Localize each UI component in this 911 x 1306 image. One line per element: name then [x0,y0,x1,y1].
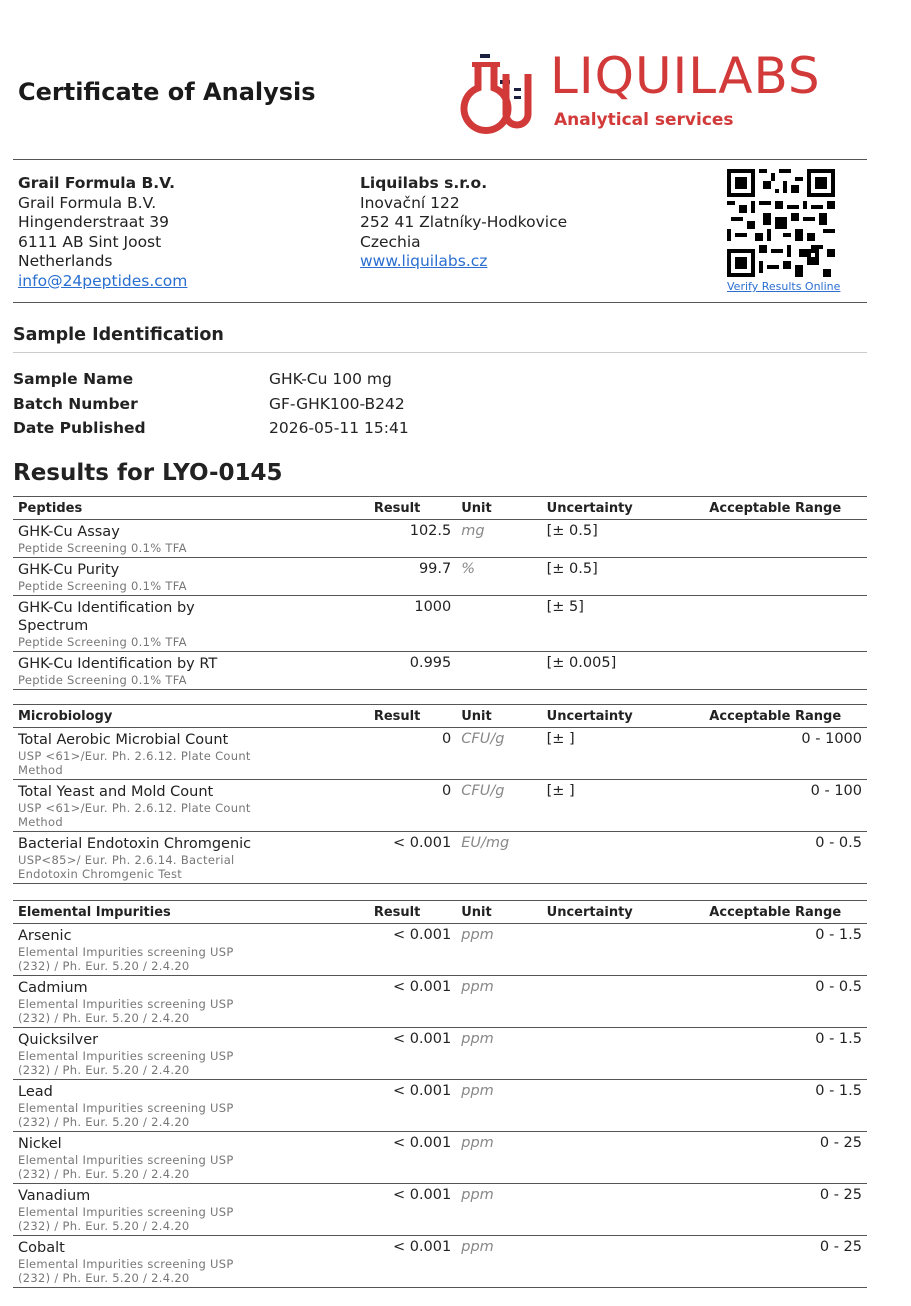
range-value: 0 - 0.5 [704,976,867,1028]
test-name: Cobalt [18,1240,65,1256]
test-name: Nickel [18,1136,62,1152]
unit-header: Unit [456,705,541,728]
test-name: GHK-Cu Identification by Spectrum [18,600,195,634]
result-value: 102.5 [369,520,456,558]
result-header: Result [369,705,456,728]
lab-website-link[interactable]: www.liquilabs.cz [360,252,488,270]
result-value: < 0.001 [369,1028,456,1080]
date-published-value: 2026-05-11 15:41 [269,419,409,437]
uncertainty-value [542,1028,705,1080]
test-method: USP <61>/Eur. Ph. 2.6.12. Plate Count Method [18,749,251,777]
unit-value: ppm [456,1132,541,1184]
test-method: Peptide Screening 0.1% TFA [18,673,187,687]
test-name: GHK-Cu Assay [18,524,120,540]
test-name: Quicksilver [18,1032,99,1048]
client-line: Grail Formula B.V. [18,193,157,212]
table-row [13,1236,867,1288]
table-row [13,780,867,832]
table-row [13,1028,867,1080]
page-title: Certificate of Analysis [18,78,316,106]
result-value: 0.995 [369,652,456,690]
sample-divider [13,352,867,353]
header-divider [13,159,867,160]
range-value [704,596,867,652]
test-method: Elemental Impurities screening USP (232) / Ph. Eur. 5.20 / 2.4.20 [18,1257,234,1285]
unit-value [456,652,541,690]
range-header: Acceptable Range [704,497,867,520]
uncertainty-value: [± 0.005] [542,652,705,690]
uncertainty-header: Uncertainty [542,705,705,728]
unit-value: ppm [456,1184,541,1236]
unit-value: ppm [456,1028,541,1080]
range-value: 0 - 25 [704,1236,867,1288]
logo-tagline: Analytical services [554,110,734,130]
table-header-row [13,497,867,520]
table-row [13,976,867,1028]
unit-header: Unit [456,901,541,924]
table-row [13,1184,867,1236]
client-line: Netherlands [18,252,113,270]
batch-number-label: Batch Number [13,394,138,413]
test-method: Elemental Impurities screening USP (232) / Ph. Eur. 5.20 / 2.4.20 [18,1153,234,1181]
uncertainty-value [542,976,705,1028]
range-value: 0 - 25 [704,1132,867,1184]
range-value: 0 - 1.5 [704,1080,867,1132]
uncertainty-value [542,1184,705,1236]
test-name: GHK-Cu Identification by RT [18,656,218,672]
test-method: Elemental Impurities screening USP (232) / Ph. Eur. 5.20 / 2.4.20 [18,945,234,973]
uncertainty-value [542,1132,705,1184]
result-value: 1000 [369,596,456,652]
result-value: < 0.001 [369,1080,456,1132]
address-divider [13,302,867,303]
table-row [13,1080,867,1132]
result-value: < 0.001 [369,1184,456,1236]
test-name: Cadmium [18,980,88,996]
sample-labels [13,367,146,441]
range-value: 0 - 1000 [704,728,867,780]
logo-wordmark: LIQUILABS [550,47,821,105]
result-value: < 0.001 [369,1236,456,1288]
table-row [13,652,867,690]
test-method: Peptide Screening 0.1% TFA [18,541,187,555]
result-value: 0 [369,728,456,780]
result-value: < 0.001 [369,1132,456,1184]
section-title: Peptides [13,497,369,520]
test-method: Elemental Impurities screening USP (232) / Ph. Eur. 5.20 / 2.4.20 [18,1049,234,1077]
uncertainty-value [542,1236,705,1288]
client-line: 6111 AB Sint Joost [18,232,162,251]
unit-header: Unit [456,497,541,520]
elemental-impurities-table [13,900,867,1288]
test-name: Lead [18,1084,53,1100]
test-method: Elemental Impurities screening USP (232) / Ph. Eur. 5.20 / 2.4.20 [18,1205,234,1233]
uncertainty-value [542,832,705,884]
sample-identification-heading: Sample Identification [13,325,224,345]
table-row [13,596,867,652]
test-name: GHK-Cu Purity [18,562,120,578]
unit-value [456,596,541,652]
result-value: 99.7 [369,558,456,596]
results-heading: Results for LYO-0145 [13,460,283,486]
uncertainty-value [542,1080,705,1132]
unit-value: ppm [456,976,541,1028]
uncertainty-header: Uncertainty [542,901,705,924]
sample-name-value: GHK-Cu 100 mg [269,370,392,388]
range-value: 0 - 25 [704,1184,867,1236]
section-title: Elemental Impurities [13,901,369,924]
range-value [704,520,867,558]
client-address [18,174,187,291]
test-method: Elemental Impurities screening USP (232) / Ph. Eur. 5.20 / 2.4.20 [18,1101,234,1129]
test-method: USP<85>/ Eur. Ph. 2.6.14. Bacterial Endotoxin Chromgenic Test [18,853,235,881]
table-row [13,520,867,558]
unit-value: ppm [456,924,541,976]
result-value: 0 [369,780,456,832]
unit-value: mg [456,520,541,558]
table-row [13,924,867,976]
range-value [704,652,867,690]
uncertainty-value: [± ] [542,728,705,780]
uncertainty-value [542,924,705,976]
range-header: Acceptable Range [704,705,867,728]
lab-flask-icon [460,48,542,138]
client-email-link[interactable]: info@24peptides.com [18,271,188,290]
liquilabs-logo [460,48,870,138]
microbiology-table [13,704,867,884]
test-name: Total Yeast and Mold Count [18,784,214,800]
sample-name-label: Sample Name [13,370,134,388]
peptides-table [13,496,867,690]
client-name: Grail Formula B.V. [18,174,176,192]
result-value: < 0.001 [369,924,456,976]
uncertainty-value: [± 0.5] [542,520,705,558]
lab-address [360,174,567,272]
table-row [13,558,867,596]
uncertainty-value: [± 0.5] [542,558,705,596]
test-method: Peptide Screening 0.1% TFA [18,635,187,649]
unit-value: % [456,558,541,596]
table-row [13,1132,867,1184]
range-value: 0 - 1.5 [704,1028,867,1080]
unit-value: CFU/g [456,780,541,832]
sample-values [269,367,409,441]
result-value: < 0.001 [369,832,456,884]
client-line: Hingenderstraat 39 [18,213,169,231]
lab-line: Inovační 122 [360,193,460,212]
test-method: Elemental Impurities screening USP (232) / Ph. Eur. 5.20 / 2.4.20 [18,997,234,1025]
table-header-row [13,901,867,924]
table-row [13,728,867,780]
table-row [13,832,867,884]
batch-number-value: GF-GHK100-B242 [269,394,405,413]
lab-line: Czechia [360,232,421,251]
date-published-label: Date Published [13,419,146,437]
range-value: 0 - 1.5 [704,924,867,976]
test-name: Arsenic [18,928,72,944]
table-header-row [13,705,867,728]
test-name: Vanadium [18,1188,91,1204]
section-title: Microbiology [13,705,369,728]
verify-results-link[interactable]: Verify Results Online [727,280,841,293]
unit-value: ppm [456,1236,541,1288]
unit-value: EU/mg [456,832,541,884]
lab-line: 252 41 Zlatníky-Hodkovice [360,213,568,231]
range-value: 0 - 0.5 [704,832,867,884]
result-value: < 0.001 [369,976,456,1028]
unit-value: CFU/g [456,728,541,780]
lab-name: Liquilabs s.r.o. [360,174,488,192]
range-header: Acceptable Range [704,901,867,924]
range-value [704,558,867,596]
test-method: USP <61>/Eur. Ph. 2.6.12. Plate Count Method [18,801,251,829]
test-method: Peptide Screening 0.1% TFA [18,579,187,593]
uncertainty-value: [± ] [542,780,705,832]
uncertainty-value: [± 5] [542,596,705,652]
test-name: Total Aerobic Microbial Count [18,732,229,748]
test-name: Bacterial Endotoxin Chromgenic [18,836,252,852]
qr-code-icon[interactable] [727,169,835,277]
result-header: Result [369,901,456,924]
range-value: 0 - 100 [704,780,867,832]
uncertainty-header: Uncertainty [542,497,705,520]
unit-value: ppm [456,1080,541,1132]
result-header: Result [369,497,456,520]
